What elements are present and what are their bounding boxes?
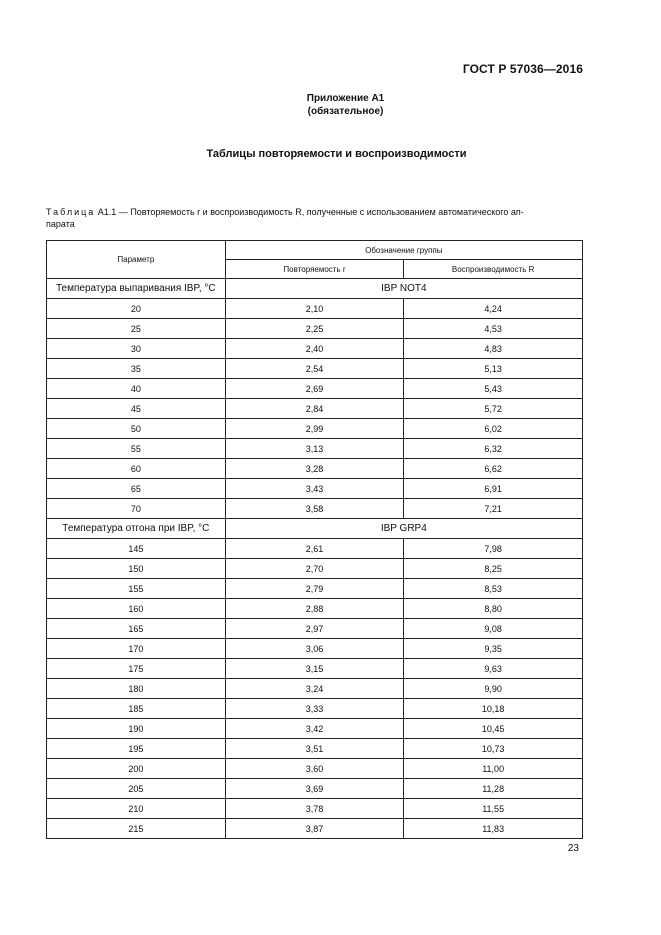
section-label: Температура отгона при IBP, °С <box>47 519 226 539</box>
cell-parameter-value: 60 <box>47 459 226 479</box>
table-row <box>47 479 583 499</box>
cell-repeatability: 3,24 <box>225 679 404 699</box>
cell-parameter-value: 155 <box>47 579 226 599</box>
table-row <box>47 719 583 739</box>
cell-parameter-value: 190 <box>47 719 226 739</box>
cell-reproducibility: 9,63 <box>404 659 583 679</box>
cell-reproducibility: 4,83 <box>404 339 583 359</box>
cell-repeatability: 3,43 <box>225 479 404 499</box>
table-row <box>47 639 583 659</box>
cell-repeatability: 2,88 <box>225 599 404 619</box>
repeatability-table <box>46 240 583 839</box>
table-row <box>47 319 583 339</box>
table-row <box>47 419 583 439</box>
cell-reproducibility: 9,08 <box>404 619 583 639</box>
section-group-code: IBP NOT4 <box>225 279 582 299</box>
cell-repeatability: 2,54 <box>225 359 404 379</box>
section-title: Таблицы повторяемости и воспроизводимости <box>206 148 467 160</box>
cell-repeatability: 2,25 <box>225 319 404 339</box>
cell-reproducibility: 5,72 <box>404 399 583 419</box>
section-header-row <box>47 279 583 299</box>
table-body <box>47 279 583 839</box>
cell-repeatability: 3,42 <box>225 719 404 739</box>
cell-repeatability: 2,10 <box>225 299 404 319</box>
cell-reproducibility: 8,53 <box>404 579 583 599</box>
header-group-designation: Обозначение группы <box>225 241 582 260</box>
cell-repeatability: 2,70 <box>225 559 404 579</box>
cell-reproducibility: 11,83 <box>404 819 583 839</box>
cell-reproducibility: 11,00 <box>404 759 583 779</box>
cell-parameter-value: 45 <box>47 399 226 419</box>
cell-repeatability: 3,78 <box>225 799 404 819</box>
cell-parameter-value: 50 <box>47 419 226 439</box>
cell-repeatability: 2,40 <box>225 339 404 359</box>
cell-reproducibility: 7,98 <box>404 539 583 559</box>
caption-prefix: Таблица <box>46 207 96 217</box>
table-row <box>47 379 583 399</box>
cell-reproducibility: 9,90 <box>404 679 583 699</box>
table-row <box>47 619 583 639</box>
cell-reproducibility: 6,91 <box>404 479 583 499</box>
cell-parameter-value: 195 <box>47 739 226 759</box>
appendix-subtitle: (обязательное) <box>307 106 384 117</box>
table-row <box>47 699 583 719</box>
cell-parameter-value: 170 <box>47 639 226 659</box>
cell-parameter-value: 145 <box>47 539 226 559</box>
cell-repeatability: 3,13 <box>225 439 404 459</box>
cell-reproducibility: 7,21 <box>404 499 583 519</box>
table-row <box>47 499 583 519</box>
table-row <box>47 799 583 819</box>
table-row <box>47 759 583 779</box>
cell-parameter-value: 35 <box>47 359 226 379</box>
cell-parameter-value: 185 <box>47 699 226 719</box>
section-group-code: IBP GRP4 <box>225 519 582 539</box>
cell-repeatability: 2,84 <box>225 399 404 419</box>
cell-reproducibility: 8,25 <box>404 559 583 579</box>
cell-repeatability: 2,99 <box>225 419 404 439</box>
table-row <box>47 339 583 359</box>
cell-parameter-value: 205 <box>47 779 226 799</box>
cell-reproducibility: 10,45 <box>404 719 583 739</box>
cell-parameter-value: 165 <box>47 619 226 639</box>
cell-reproducibility: 6,62 <box>404 459 583 479</box>
table-row <box>47 399 583 419</box>
header-parameter: Параметр <box>47 241 226 279</box>
table-row <box>47 819 583 839</box>
cell-reproducibility: 11,28 <box>404 779 583 799</box>
cell-reproducibility: 10,18 <box>404 699 583 719</box>
appendix-heading <box>0 92 661 118</box>
cell-reproducibility: 6,02 <box>404 419 583 439</box>
cell-reproducibility: 4,53 <box>404 319 583 339</box>
caption-text-line1: А1.1 — Повторяемость r и воспроизводимость R, полученные с использованием автоматического ап- <box>95 207 524 217</box>
cell-repeatability: 3,87 <box>225 819 404 839</box>
appendix-title: Приложение А1 <box>306 93 385 104</box>
cell-reproducibility: 8,80 <box>404 599 583 619</box>
table-row <box>47 359 583 379</box>
cell-parameter-value: 30 <box>47 339 226 359</box>
page-number: 23 <box>567 843 579 854</box>
table-row <box>47 599 583 619</box>
cell-repeatability: 3,69 <box>225 779 404 799</box>
cell-parameter-value: 70 <box>47 499 226 519</box>
cell-parameter-value: 55 <box>47 439 226 459</box>
cell-repeatability: 3,33 <box>225 699 404 719</box>
cell-repeatability: 2,69 <box>225 379 404 399</box>
table-row <box>47 579 583 599</box>
table-row <box>47 299 583 319</box>
header-repeatability: Повторяемость r <box>225 260 404 279</box>
cell-reproducibility: 5,43 <box>404 379 583 399</box>
table-row <box>47 659 583 679</box>
cell-parameter-value: 160 <box>47 599 226 619</box>
cell-parameter-value: 210 <box>47 799 226 819</box>
cell-repeatability: 3,60 <box>225 759 404 779</box>
cell-repeatability: 3,51 <box>225 739 404 759</box>
cell-parameter-value: 180 <box>47 679 226 699</box>
cell-parameter-value: 215 <box>47 819 226 839</box>
cell-reproducibility: 4,24 <box>404 299 583 319</box>
header-reproducibility: Воспроизводимость R <box>404 260 583 279</box>
cell-parameter-value: 175 <box>47 659 226 679</box>
cell-reproducibility: 5,13 <box>404 359 583 379</box>
cell-reproducibility: 11,55 <box>404 799 583 819</box>
document-code: ГОСТ Р 57036—2016 <box>462 62 583 76</box>
cell-repeatability: 3,15 <box>225 659 404 679</box>
cell-repeatability: 3,28 <box>225 459 404 479</box>
table-row <box>47 439 583 459</box>
cell-repeatability: 2,79 <box>225 579 404 599</box>
cell-repeatability: 2,97 <box>225 619 404 639</box>
cell-repeatability: 3,06 <box>225 639 404 659</box>
cell-parameter-value: 65 <box>47 479 226 499</box>
cell-parameter-value: 200 <box>47 759 226 779</box>
cell-parameter-value: 150 <box>47 559 226 579</box>
table-row <box>47 779 583 799</box>
cell-parameter-value: 25 <box>47 319 226 339</box>
table-row <box>47 459 583 479</box>
table-row <box>47 739 583 759</box>
cell-reproducibility: 10,73 <box>404 739 583 759</box>
table-row <box>47 679 583 699</box>
section-label: Температура выпаривания IBP, °С <box>47 279 226 299</box>
cell-parameter-value: 20 <box>47 299 226 319</box>
caption-text-line2: парата <box>46 219 75 229</box>
cell-repeatability: 2,61 <box>225 539 404 559</box>
table-row <box>47 539 583 559</box>
table-row <box>47 559 583 579</box>
section-header-row <box>47 519 583 539</box>
cell-reproducibility: 9,35 <box>404 639 583 659</box>
table-caption <box>46 206 582 230</box>
cell-repeatability: 3,58 <box>225 499 404 519</box>
cell-parameter-value: 40 <box>47 379 226 399</box>
cell-reproducibility: 6,32 <box>404 439 583 459</box>
